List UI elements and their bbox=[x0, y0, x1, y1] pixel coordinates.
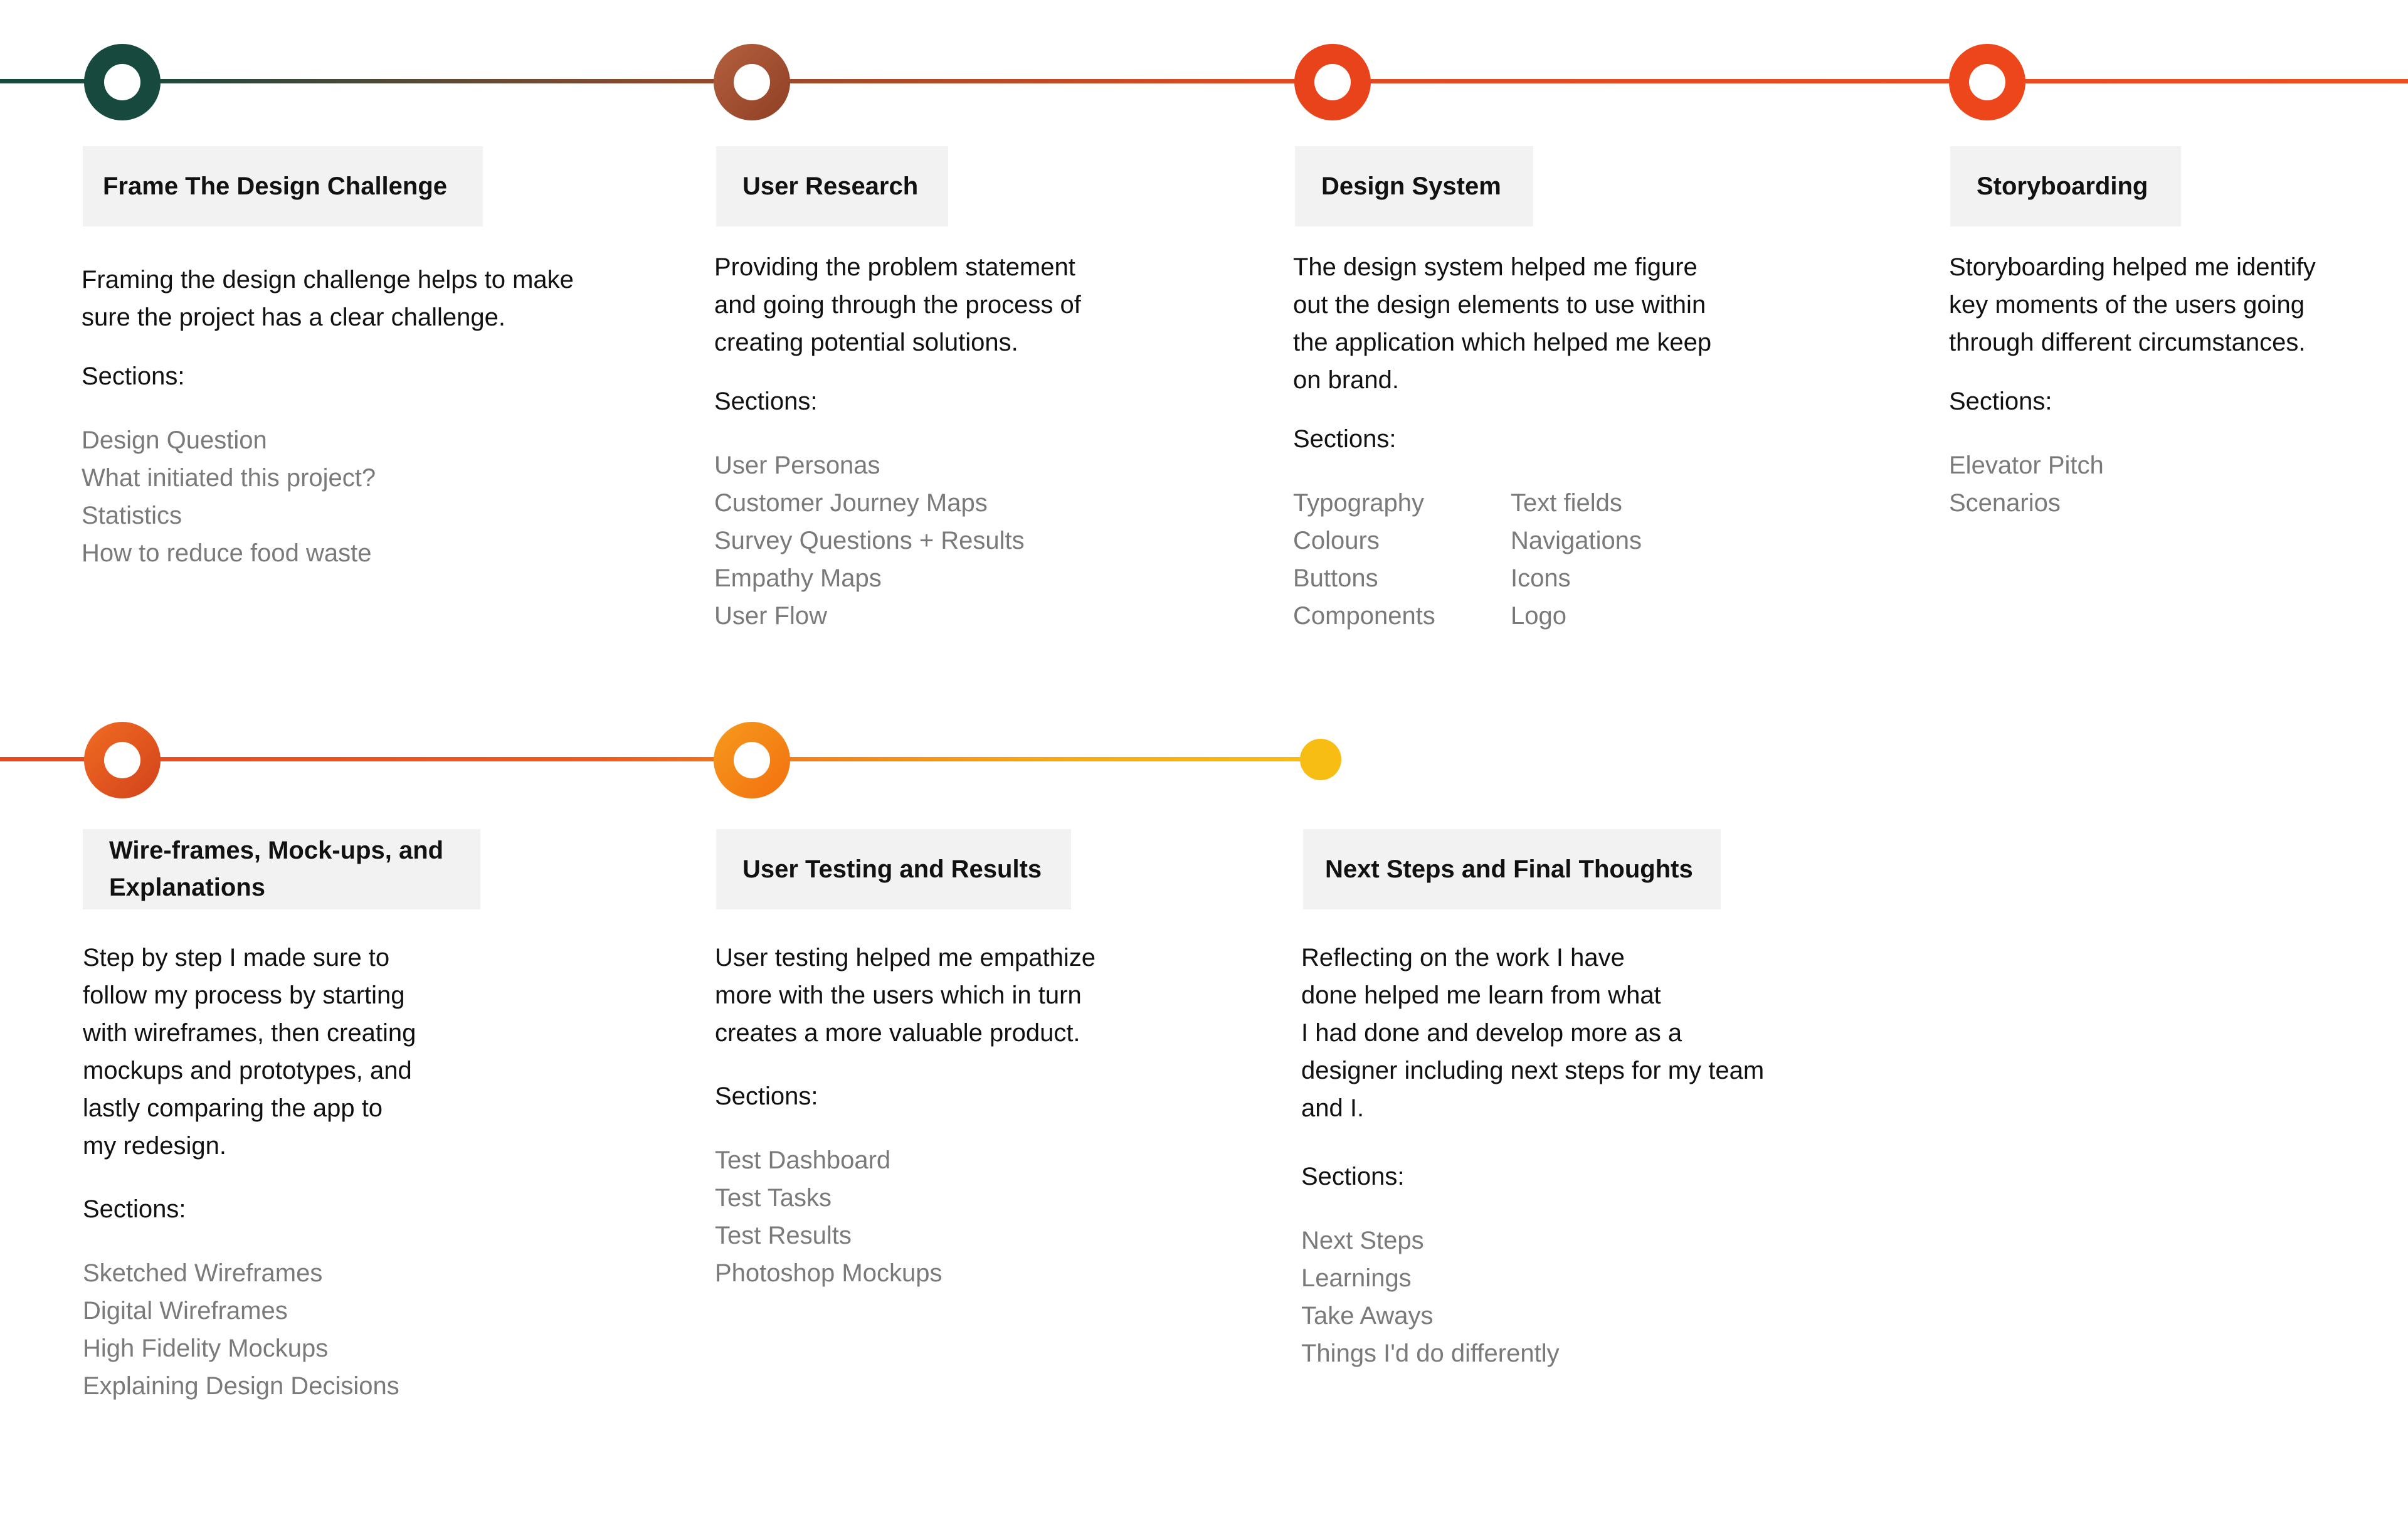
list-item[interactable]: Test Tasks bbox=[715, 1184, 832, 1212]
timeline-node-6 bbox=[714, 722, 790, 798]
step-title-storyboarding: Storyboarding bbox=[1950, 146, 2181, 226]
list-item[interactable]: User Flow bbox=[714, 602, 828, 630]
step-1-description: Framing the design challenge helps to make sure the project has a clear challenge. bbox=[82, 266, 574, 331]
list-item[interactable]: Explaining Design Decisions bbox=[83, 1372, 399, 1400]
list-item[interactable]: Typography bbox=[1293, 489, 1425, 517]
list-item[interactable]: Customer Journey Maps bbox=[714, 489, 988, 517]
step-3-section-list-col1 bbox=[1293, 484, 1435, 635]
list-item[interactable]: Logo bbox=[1511, 602, 1566, 630]
timeline-node-4 bbox=[1949, 44, 2025, 120]
step-6-description: User testing helped me empathize more with the users which in turn creates a more valuable product. bbox=[715, 944, 1096, 1047]
list-item[interactable]: Statistics bbox=[82, 502, 182, 529]
step-1-section-list bbox=[82, 421, 376, 572]
list-item[interactable]: User Personas bbox=[714, 452, 880, 479]
list-item[interactable]: Icons bbox=[1511, 564, 1571, 592]
step-3-description: The design system helped me figure out the design elements to use within the application which helped me keep on brand. bbox=[1293, 253, 1712, 394]
list-item[interactable]: Photoshop Mockups bbox=[715, 1259, 943, 1287]
step-title-user-testing: User Testing and Results bbox=[716, 829, 1071, 909]
timeline-track-bottom bbox=[0, 757, 1323, 761]
list-item[interactable]: Elevator Pitch bbox=[1949, 452, 2104, 479]
timeline-node-3 bbox=[1294, 44, 1371, 120]
list-item[interactable]: Navigations bbox=[1511, 527, 1642, 554]
step-title-design-system: Design System bbox=[1295, 146, 1533, 226]
timeline-node-1 bbox=[84, 44, 161, 120]
step-title-user-research: User Research bbox=[716, 146, 948, 226]
step-2-section-list bbox=[714, 447, 1025, 635]
step-4-section-list bbox=[1949, 447, 2104, 522]
list-item[interactable]: Empathy Maps bbox=[714, 564, 882, 592]
list-item[interactable]: Test Results bbox=[715, 1222, 852, 1249]
list-item[interactable]: Next Steps bbox=[1301, 1227, 1424, 1254]
step-title-next-steps: Next Steps and Final Thoughts bbox=[1303, 829, 1721, 909]
step-7-sections-label: Sections: bbox=[1301, 1163, 1405, 1190]
list-item[interactable]: Things I'd do differently bbox=[1301, 1340, 1560, 1367]
step-3-section-list-col2 bbox=[1511, 484, 1642, 635]
list-item[interactable]: Scenarios bbox=[1949, 489, 2061, 517]
step-6-section-list bbox=[715, 1141, 942, 1292]
step-3-sections-label: Sections: bbox=[1293, 425, 1397, 453]
step-6-sections-label: Sections: bbox=[715, 1082, 818, 1110]
list-item[interactable]: Sketched Wireframes bbox=[83, 1259, 323, 1287]
list-item[interactable]: High Fidelity Mockups bbox=[83, 1335, 329, 1362]
step-5-title-line-1: Wire-frames, Mock-ups, and bbox=[109, 837, 444, 864]
list-item[interactable]: Test Dashboard bbox=[715, 1146, 891, 1174]
step-2-description: Providing the problem statement and going through the process of creating potential solutions. bbox=[714, 253, 1081, 356]
step-5-title-line-2: Explanations bbox=[109, 874, 265, 901]
timeline-track-top bbox=[0, 79, 2408, 83]
step-title-wireframes bbox=[83, 829, 480, 909]
timeline-node-2 bbox=[714, 44, 790, 120]
step-5-description: Step by step I made sure to follow my process by starting with wireframes, then creating mockups and prototypes, and lastly comparing the app to my redesign. bbox=[83, 944, 416, 1160]
list-item[interactable]: Buttons bbox=[1293, 564, 1378, 592]
step-title-frame-design-challenge: Frame The Design Challenge bbox=[83, 146, 483, 226]
timeline-node-5 bbox=[84, 722, 161, 798]
list-item[interactable]: Components bbox=[1293, 602, 1435, 630]
step-4-description: Storyboarding helped me identify key moments of the users going through different circumstances. bbox=[1949, 253, 2316, 356]
list-item[interactable]: Colours bbox=[1293, 527, 1380, 554]
step-4-sections-label: Sections: bbox=[1949, 388, 2052, 415]
list-item[interactable]: Learnings bbox=[1301, 1264, 1412, 1292]
list-item[interactable]: Take Aways bbox=[1301, 1302, 1434, 1330]
step-5-sections-label: Sections: bbox=[83, 1195, 186, 1223]
list-item[interactable]: How to reduce food waste bbox=[82, 539, 372, 567]
list-item[interactable]: Survey Questions + Results bbox=[714, 527, 1025, 554]
step-2-sections-label: Sections: bbox=[714, 388, 818, 415]
list-item[interactable]: What initiated this project? bbox=[82, 464, 376, 492]
step-5-section-list bbox=[83, 1254, 399, 1405]
list-item[interactable]: Digital Wireframes bbox=[83, 1297, 288, 1325]
step-7-section-list bbox=[1301, 1222, 1560, 1372]
step-1-sections-label: Sections: bbox=[82, 363, 185, 390]
list-item[interactable]: Design Question bbox=[82, 426, 267, 454]
timeline-end-dot bbox=[1300, 739, 1341, 780]
step-7-description: Reflecting on the work I have done helped me learn from what I had done and develop more as a designer including next steps for my team and I. bbox=[1301, 944, 1765, 1122]
list-item[interactable]: Text fields bbox=[1511, 489, 1622, 517]
